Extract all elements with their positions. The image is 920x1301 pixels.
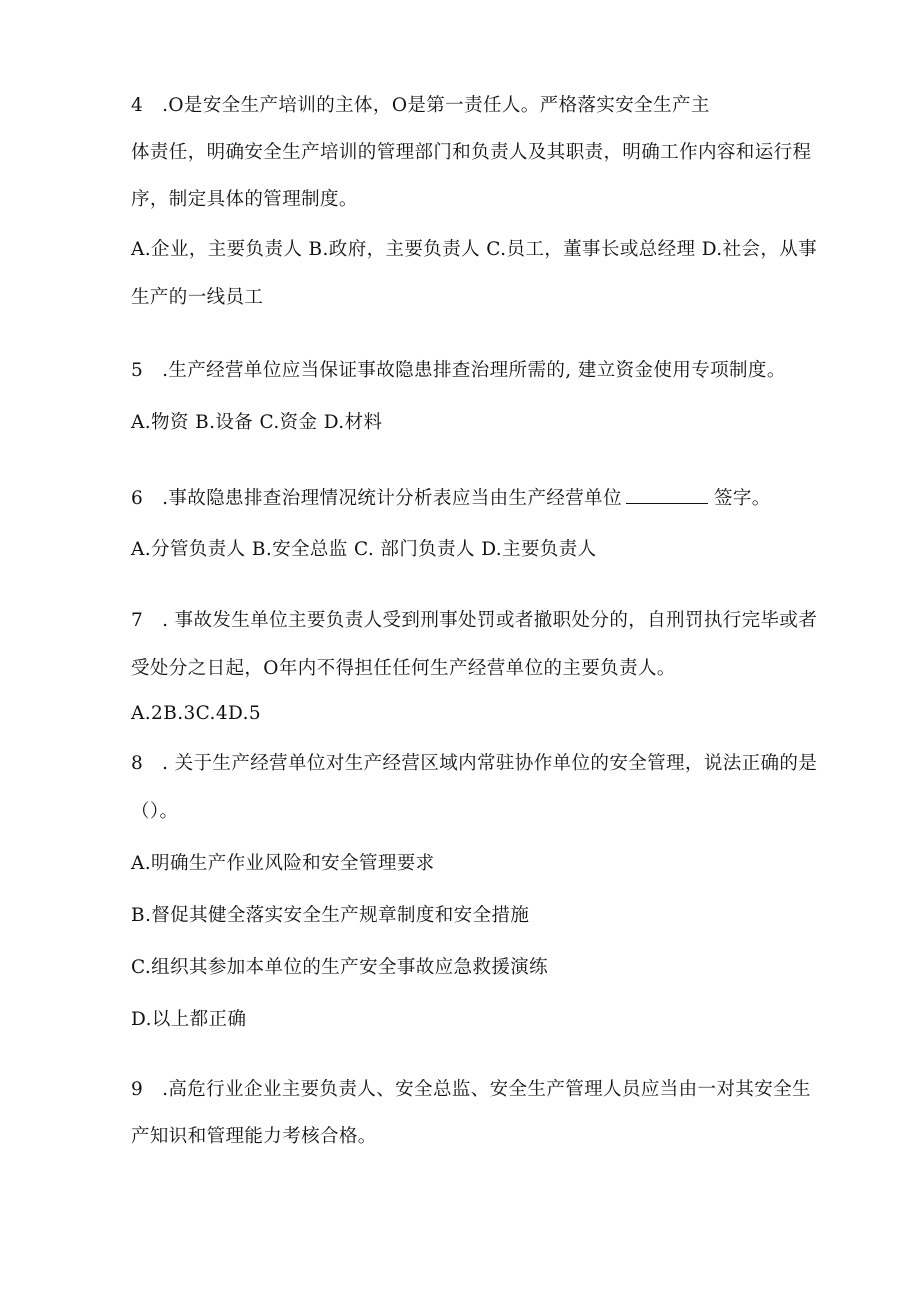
question-4-line-3: 序，制定具体的管理制度。 <box>131 189 358 210</box>
question-4-options-line-1: A.企业，主要负责人 B.政府，主要负责人 C.员工，董事长或总经理 D.社会，从事 <box>131 239 818 260</box>
question-8-line-1: 8 . 关于生产经营单位对生产经营区域内常驻协作单位的安全管理，说法正确的是 <box>131 753 818 774</box>
question-9-line-1: 9 .高危行业企业主要负责人、安全总监、安全生产管理人员应当由一对其安全生 <box>131 1079 811 1100</box>
question-5-options: A.物资 B.设备 C.资金 D.材料 <box>131 412 383 433</box>
question-8-option-c: C.组织其参加本单位的生产安全事故应急救援演练 <box>131 957 549 978</box>
question-5-text: 5 .生产经营单位应当保证事故隐患排查治理所需的, 建立资金使用专项制度。 <box>131 360 786 381</box>
question-8-line-2: （）。 <box>131 801 179 822</box>
question-6-text-after: 签字。 <box>713 488 771 509</box>
question-4-line-2: 体责任，明确安全生产培训的管理部门和负责人及其职责，明确工作内容和运行程 <box>131 142 812 163</box>
question-6-text-before: 6 .事故隐患排查治理情况统计分析表应当由生产经营单位 <box>131 488 622 509</box>
question-4-options-line-2: 生产的一线员工 <box>131 287 264 308</box>
question-7-options: A.2B.3C.4D.5 <box>131 703 262 724</box>
question-8-option-a: A.明确生产作业风险和安全管理要求 <box>131 853 435 874</box>
question-4-line-1: 4 .O是安全生产培训的主体，O是第一责任人。严格落实安全生产主 <box>131 95 710 116</box>
question-7-line-2: 受处分之日起，O年内不得担任任何生产经营单位的主要负责人。 <box>131 658 676 679</box>
question-8-option-d: D.以上都正确 <box>131 1009 247 1030</box>
question-6-text <box>131 487 771 511</box>
question-6-options: A.分管负责人 B.安全总监 C. 部门负责人 D.主要负责人 <box>131 539 597 560</box>
question-8-option-b: B.督促其健全落实安全生产规章制度和安全措施 <box>131 905 530 926</box>
question-9-line-2: 产知识和管理能力考核合格。 <box>131 1126 377 1147</box>
answer-blank <box>626 487 708 504</box>
question-7-line-1: 7 . 事故发生单位主要负责人受到刑事处罚或者撤职处分的，自刑罚执行完毕或者 <box>131 610 818 631</box>
